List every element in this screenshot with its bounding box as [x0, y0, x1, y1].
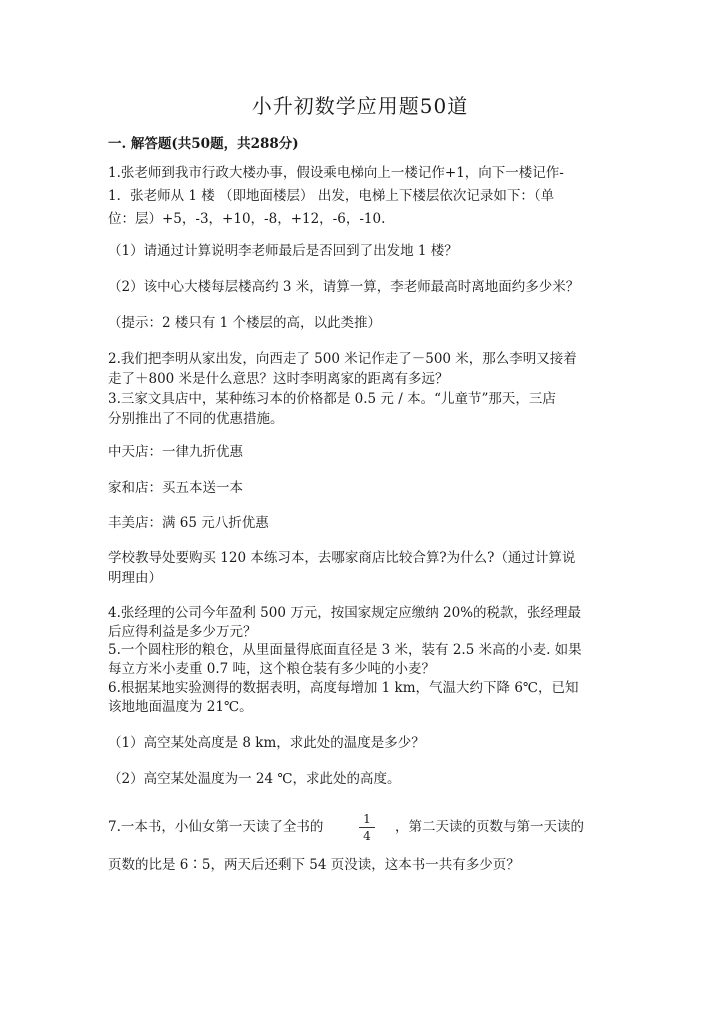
- page-title: 小升初数学应用题50道: [251, 94, 469, 118]
- fraction-bar: [359, 827, 375, 828]
- q1-sub-1: （1）请通过计算说明李老师最后是否回到了出发地 1 楼？: [108, 243, 458, 259]
- q6-line-1: 6.根据某地实验测得的数据表明，高度每增加 1 km，气温大约下降 6℃，已知: [108, 680, 579, 696]
- q6-line-2: 该地地面温度为 21℃。: [108, 699, 253, 715]
- fraction-one-quarter: [359, 812, 375, 843]
- q1-sub-2: （2）该中心大楼每层楼高约 3 米，请算一算，李老师最高时离地面约多少米？: [108, 279, 580, 295]
- q2-line-2: 走了＋800 米是什么意思？这时李明离家的距离有多远？: [108, 371, 449, 387]
- q1-hint: （提示：2 楼只有 1 个楼层的高，以此类推）: [108, 315, 382, 331]
- q7-line-1a: 7.一本书，小仙女第一天读了全书的: [108, 819, 324, 835]
- q4-line-1: 4.张经理的公司今年盈利 500 万元，按国家规定应缴纳 20%的税款，张经理最: [108, 605, 582, 621]
- q3-ask-2: 明理由）: [108, 570, 162, 586]
- q3-store-1: 中天店：一律九折优惠: [108, 444, 243, 460]
- fraction-numerator: 1: [363, 812, 371, 826]
- q5-line-2: 每立方米小麦重 0.7 吨，这个粮仓装有多少吨的小麦？: [108, 661, 436, 677]
- q6-sub-1: （1）高空某处高度是 8 km，求此处的温度是多少？: [108, 735, 425, 751]
- q3-store-3: 丰美店：满 65 元八折优惠: [108, 515, 269, 531]
- q2-line-1: 2.我们把李明从家出发，向西走了 500 米记作走了－500 米，那么李明又接着: [108, 351, 577, 367]
- q4-line-2: 后应得利益是多少万元？: [108, 624, 257, 640]
- q7-line-1b: ，第二天读的页数与第一天读的: [395, 819, 584, 835]
- q6-sub-2: （2）高空某处温度为一 24 ℃，求此处的高度。: [108, 771, 401, 787]
- q1-line-2: 1．张老师从 1 楼 （即地面楼层） 出发，电梯上下楼层依次记录如下：（单: [108, 188, 555, 204]
- q3-ask-1: 学校教导处要购买 120 本练习本，去哪家商店比较合算?为什么?（通过计算说: [108, 550, 576, 566]
- q7-line-2: 页数的比是 6∶5，两天后还剩下 54 页没读，这本书一共有多少页？: [108, 857, 520, 873]
- q1-line-3: 位：层）+5，-3，+10，-8，+12，-6，-10.: [108, 211, 386, 227]
- q3-store-2: 家和店：买五本送一本: [108, 480, 243, 496]
- q1-line-1: 1.张老师到我市行政大楼办事，假设乘电梯向上一楼记作+1，向下一楼记作-: [108, 165, 564, 181]
- q3-line-2: 分别推出了不同的优惠措施。: [108, 411, 284, 427]
- section-heading: 一. 解答题(共50题，共288分): [108, 136, 299, 152]
- q3-line-1: 3.三家文具店中，某种练习本的价格都是 0.5 元 / 本。“儿童节”那天，三店: [108, 391, 556, 407]
- q5-line-1: 5.一个圆柱形的粮仓，从里面量得底面直径是 3 米，装有 2.5 米高的小麦. 如果: [108, 642, 582, 658]
- fraction-denominator: 4: [363, 829, 371, 843]
